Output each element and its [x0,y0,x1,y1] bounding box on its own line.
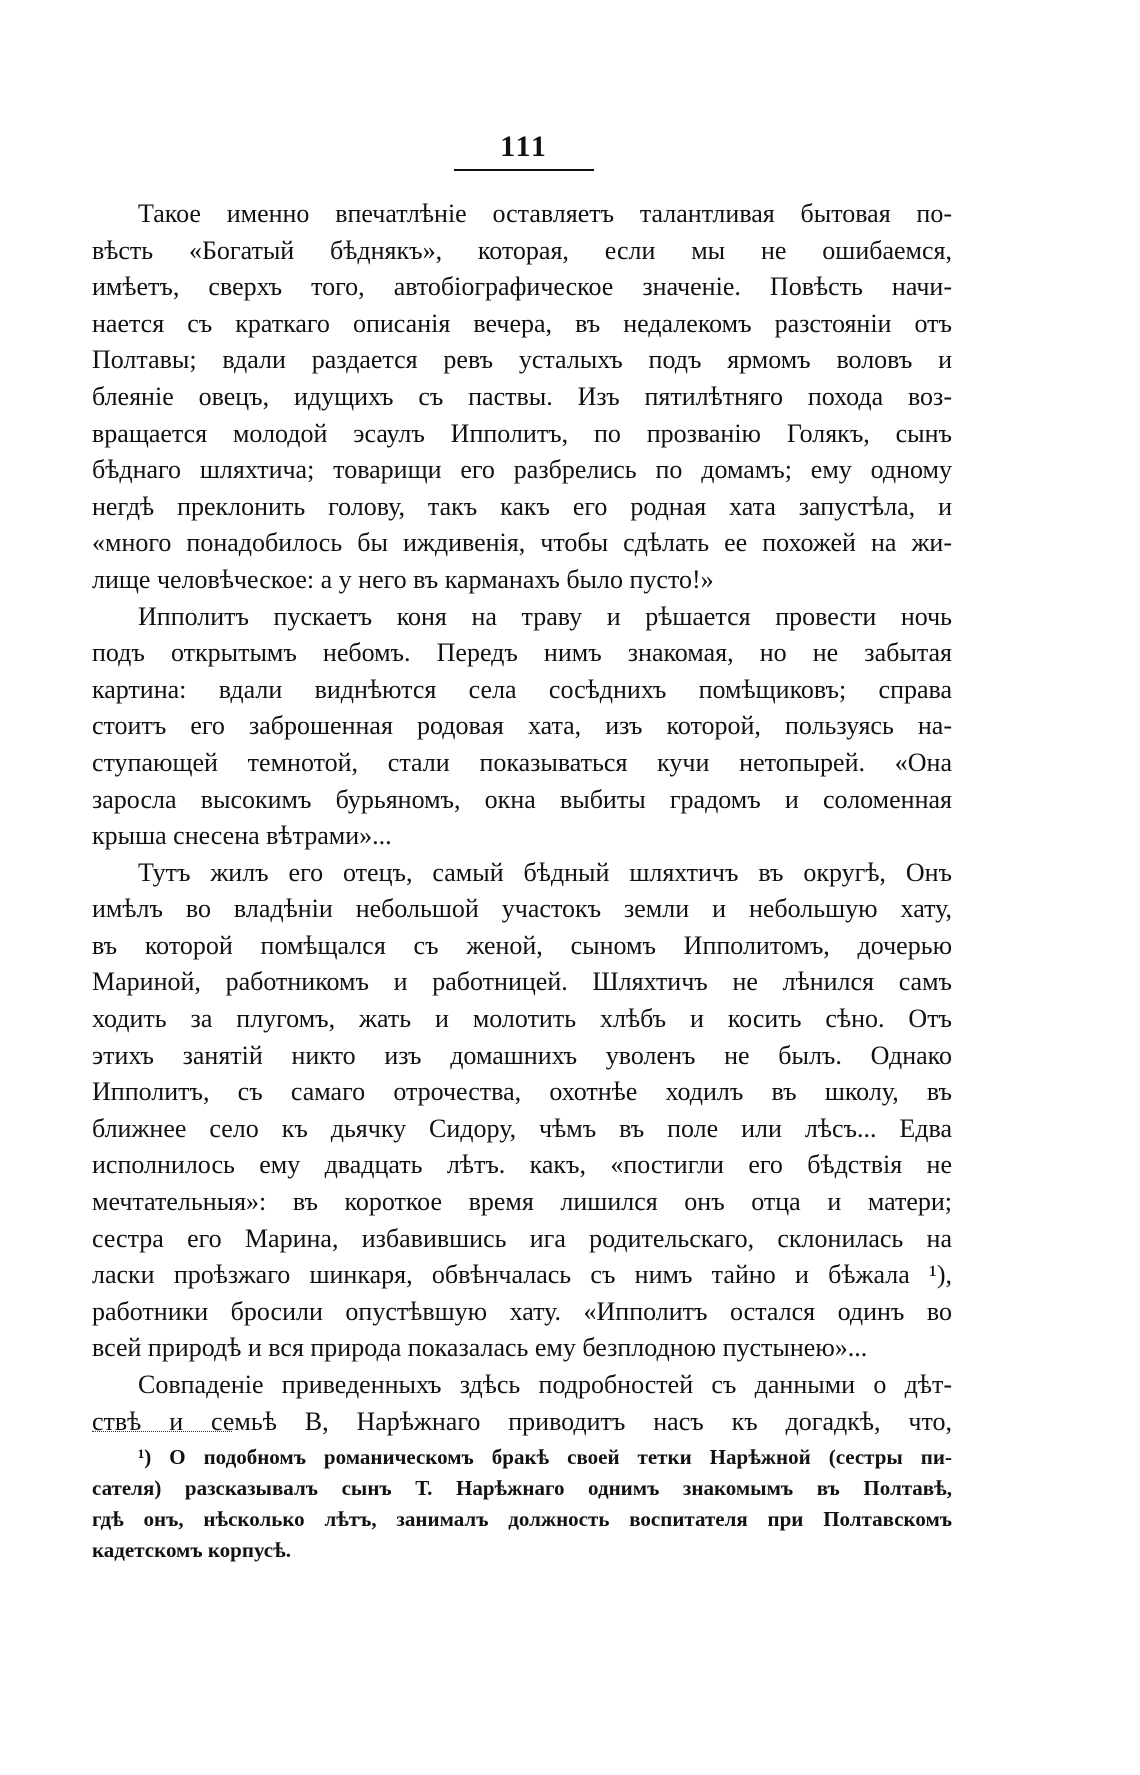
text-line: Ипполитъ, съ самаго отрочества, охотнѣе ходилъ въ школу, въ [92,1077,952,1107]
text-line: въ которой помѣщался съ женой, сыномъ Ипполитомъ, дочерью [92,930,952,960]
text-line: Совпаденіе приведенныхъ здѣсь подробностей съ данными о дѣт- [138,1370,952,1399]
text-line: ходить за плугомъ, жать и молотить хлѣбъ и косить сѣно. Отъ [92,1004,952,1034]
text-line: имѣлъ во владѣніи небольшой участокъ земли и небольшую хату, [92,894,952,924]
text-line: ступающей темнотой, стали показываться кучи нетопырей. «Она [92,747,952,777]
text-line: негдѣ преклонить голову, такъ какъ его родная хата запустѣла, и [92,491,952,521]
text-line: мечтательныя»: въ короткое время лишился онъ отца и матери; [92,1187,952,1217]
text-line: Тутъ жилъ его отецъ, самый бѣдный шляхтичъ въ округѣ, Онъ [138,857,952,887]
text-line: Мариной, работникомъ и работницей. Шляхтичъ не лѣнился самъ [92,967,952,997]
text-line: вращается молодой эсаулъ Ипполитъ, по прозванію Голякъ, сынъ [92,418,952,448]
text-line: лище человѣческое: а у него въ карманахъ было пусто!» [92,564,714,594]
paragraph-1 [92,196,952,599]
footnote-line: сателя) разсказывалъ сынъ Т. Нарѣжнаго однимъ знакомымъ въ Полтавѣ, [92,1476,952,1500]
text-line: ближнее село къ дьячку Сидору, чѣмъ въ поле или лѣсъ... Едва [92,1113,952,1143]
text-line: стоитъ его заброшенная родовая хата, изъ которой, пользуясь на- [92,711,952,741]
text-line: сестра его Марина, избавившись ига родительскаго, склонилась на [92,1223,952,1253]
text-line: блеяніе овецъ, идущихъ съ паствы. Изъ пятилѣтняго похода воз- [92,381,952,411]
footnote-line: кадетскомъ корпусѣ. [92,1538,291,1562]
paragraph-2 [92,599,952,855]
text-line: работники бросили опустѣвшую хату. «Ипполитъ остался одинъ во [92,1296,952,1326]
text-line: нается съ краткаго описанія вечера, въ недалекомъ разстояніи отъ [92,308,952,338]
text-line: Полтавы; вдали раздается ревъ усталыхъ подъ ярмомъ воловъ и [92,345,952,375]
paragraph-4 [92,1367,952,1440]
text-line: бѣднаго шляхтича; товарищи его разбрелись по домамъ; ему одному [92,455,952,485]
text-line: вѣсть «Богатый бѣднякъ», которая, если мы не ошибаемся, [92,235,952,265]
text-line: имѣетъ, сверхъ того, автобіографическое значеніе. Повѣсть начи- [92,272,952,302]
text-line: Такое именно впечатлѣніе оставляетъ талантливая бытовая по- [138,199,952,228]
paragraph-3 [92,855,952,1367]
text-line: крыша снесена вѣтрами»... [92,821,392,851]
text-line: этихъ занятій никто изъ домашнихъ уволенъ не былъ. Однако [92,1040,952,1070]
text-line: подъ открытымъ небомъ. Передъ нимъ знакомая, но не забытая [92,638,952,668]
text-line: всей природѣ и вся природа показалась ему безплодною пустынею»... [92,1333,868,1363]
text-line: ласки проѣзжаго шинкаря, обвѣнчалась съ нимъ тайно и бѣжала ¹), [92,1260,952,1290]
text-line: «много понадобилось бы иждивенія, чтобы сдѣлать ее похожей на жи- [92,528,952,558]
footnote-line: гдѣ онъ, нѣсколько лѣтъ, занималъ должность воспитателя при Полтавскомъ [92,1507,952,1531]
footnote [92,1442,952,1566]
body-text [92,196,952,1440]
page-number-rule [454,169,594,171]
text-line: картина: вдали виднѣются села сосѣднихъ помѣщиковъ; справа [92,674,952,704]
page-number: 111 [500,130,548,163]
footnote-line: ¹) О подобномъ романическомъ бракѣ своей тетки Нарѣжной (сестры пи- [138,1445,952,1469]
text-line: исполнилось ему двадцать лѣтъ. какъ, «постигли его бѣдствія не [92,1150,952,1180]
footnote-separator [92,1431,232,1433]
text-line: ствѣ и семьѣ В, Нарѣжнаго приводитъ насъ къ догадкѣ, что, [92,1406,952,1436]
text-line: Ипполитъ пускаетъ коня на траву и рѣшается провести ночь [138,601,952,631]
text-line: заросла высокимъ бурьяномъ, окна выбиты градомъ и соломенная [92,784,952,814]
